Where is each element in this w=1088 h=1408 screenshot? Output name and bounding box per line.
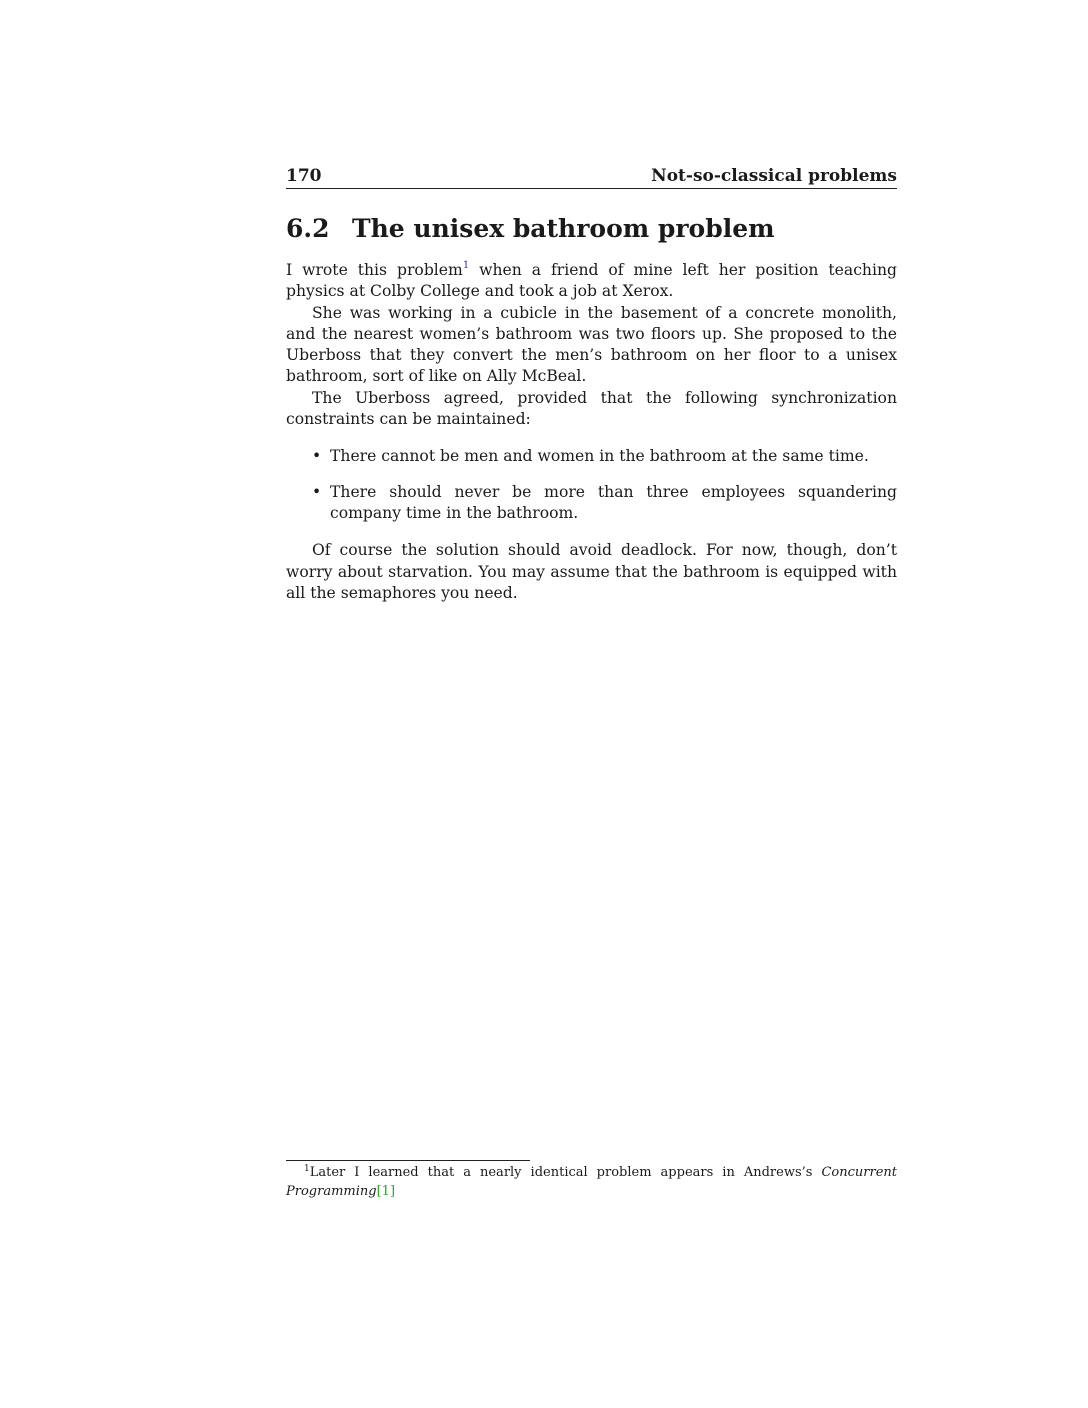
footnote <box>286 1163 897 1201</box>
paragraph-2: She was working in a cubicle in the basement of a concrete monolith, and the nearest women’s bathroom was two floors up. She proposed to the Uberboss that they convert the men’s bathroom on her floor to a unisex bathroom, sort of like on Ally McBeal. <box>286 303 897 386</box>
list-item <box>312 482 897 525</box>
footnote-mark: 1 <box>304 1164 310 1174</box>
citation-link[interactable]: 1 <box>381 1184 390 1199</box>
paragraph-1 <box>286 260 897 303</box>
body-text <box>286 260 897 604</box>
constraint-text: There should never be more than three employees squandering company time in the bathroom. <box>330 482 897 522</box>
footnote-link[interactable]: 1 <box>462 260 470 271</box>
citation-open: [ <box>376 1184 382 1199</box>
paragraph-3: The Uberboss agreed, provided that the following synchronization constraints can be maintained: <box>286 388 897 429</box>
list-item <box>312 446 897 467</box>
paragraph-1-start: I wrote this problem <box>286 261 463 279</box>
bullet-icon: • <box>312 482 322 501</box>
constraints-list <box>286 446 897 524</box>
paragraph-1-end: when a friend of mine left her position teaching physics at Colby College and took a job at Xerox. <box>286 261 897 301</box>
bullet-icon: • <box>312 447 322 466</box>
constraint-text: There cannot be men and women in the bathroom at the same time. <box>330 447 869 466</box>
section-title: The unisex bathroom problem <box>352 214 775 243</box>
page <box>286 0 897 1408</box>
footnote-divider <box>286 1160 530 1161</box>
paragraph-4: Of course the solution should avoid deadlock. For now, though, don’t worry about starvation. You may assume that the bathroom is equipped with all the semaphores you need. <box>286 541 897 602</box>
footnote-text: Later I learned that a nearly identical problem appears in Andrews’s <box>309 1165 822 1180</box>
section-number: 6.2 <box>286 214 330 243</box>
book-title: Concurrent Programming <box>286 1165 897 1199</box>
chapter-title: Not-so-classical problems <box>651 166 897 186</box>
page-number: 170 <box>286 166 322 186</box>
citation-close: ] <box>389 1184 396 1199</box>
running-head <box>286 166 897 189</box>
section-heading <box>286 212 775 246</box>
